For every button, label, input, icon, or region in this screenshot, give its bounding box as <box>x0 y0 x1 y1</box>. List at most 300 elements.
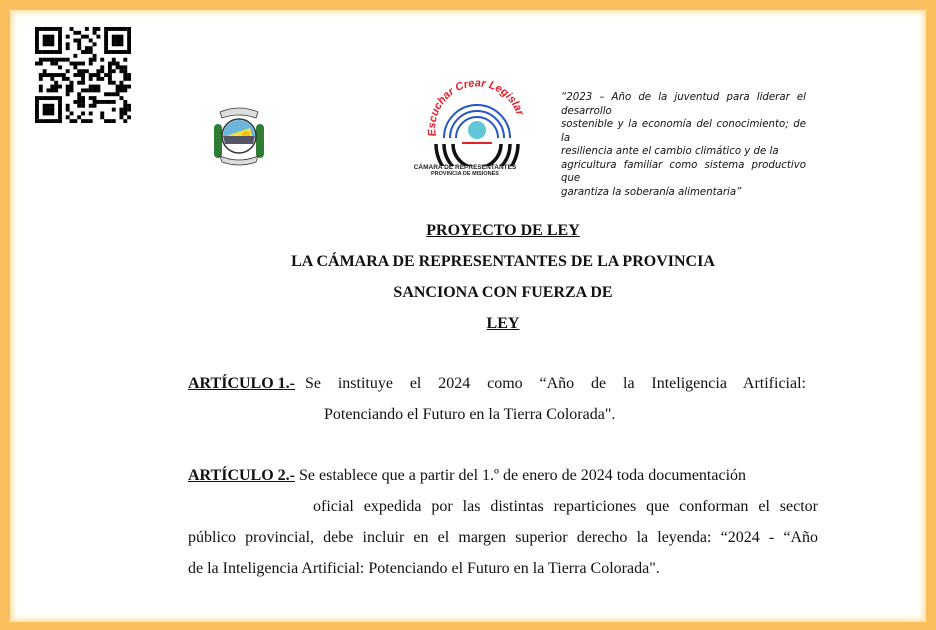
qr-module <box>116 62 120 66</box>
qr-module <box>73 54 77 58</box>
qr-module <box>119 65 123 69</box>
qr-module <box>119 111 123 115</box>
qr-module <box>58 27 62 31</box>
qr-module <box>104 119 108 123</box>
qr-module <box>66 46 70 50</box>
qr-module <box>108 50 112 54</box>
qr-module <box>43 111 47 115</box>
qr-module <box>66 115 70 119</box>
qr-module <box>62 58 66 62</box>
qr-module <box>85 27 89 31</box>
qr-module <box>77 73 81 77</box>
qr-module <box>108 92 112 96</box>
qr-module <box>123 69 127 73</box>
qr-module <box>39 50 43 54</box>
qr-module <box>70 27 74 31</box>
qr-module <box>43 58 47 62</box>
qr-module <box>89 46 93 50</box>
qr-code-icon <box>35 27 131 123</box>
qr-module <box>81 62 85 66</box>
qr-module <box>116 35 120 39</box>
qr-module <box>35 96 39 100</box>
qr-module <box>39 96 43 100</box>
qr-module <box>85 69 89 73</box>
year-lemma <box>561 91 806 199</box>
qr-module <box>127 27 131 31</box>
qr-module <box>58 108 62 112</box>
qr-module <box>96 73 100 77</box>
qr-module <box>50 85 54 89</box>
qr-module <box>104 35 108 39</box>
qr-module <box>77 42 81 46</box>
qr-module <box>47 108 51 112</box>
qr-module <box>54 58 58 62</box>
qr-module <box>123 50 127 54</box>
article-2-line: de la Inteligencia Artificial: Potenciando el Futuro en la Tierra Colorada". <box>188 560 660 577</box>
qr-module <box>70 85 74 89</box>
qr-module <box>81 88 85 92</box>
qr-module <box>108 73 112 77</box>
qr-module <box>43 39 47 43</box>
qr-module <box>47 73 51 77</box>
qr-module <box>123 104 127 108</box>
qr-module <box>66 92 70 96</box>
enacting-line-3: LEY <box>486 315 520 332</box>
qr-module <box>47 39 51 43</box>
qr-module <box>81 50 85 54</box>
qr-module <box>77 104 81 108</box>
qr-module <box>50 77 54 81</box>
qr-module <box>89 62 93 66</box>
qr-module <box>50 119 54 123</box>
qr-module <box>85 46 89 50</box>
qr-module <box>77 69 81 73</box>
qr-module <box>77 96 81 100</box>
qr-module <box>119 88 123 92</box>
qr-module <box>43 50 47 54</box>
qr-module <box>127 115 131 119</box>
qr-module <box>123 88 127 92</box>
enacting-line-2: SANCIONA CON FUERZA DE <box>393 284 613 301</box>
qr-module <box>70 119 74 123</box>
qr-module <box>93 42 97 46</box>
qr-module <box>89 77 93 81</box>
qr-module <box>93 85 97 89</box>
qr-module <box>119 81 123 85</box>
qr-module <box>43 119 47 123</box>
qr-module <box>100 77 104 81</box>
qr-module <box>70 88 74 92</box>
qr-module <box>93 54 97 58</box>
qr-module <box>58 115 62 119</box>
article-2-first-line <box>188 467 746 485</box>
qr-module <box>96 100 100 104</box>
qr-module <box>89 111 93 115</box>
qr-module <box>112 39 116 43</box>
qr-module <box>54 73 58 77</box>
article-1-line: Potenciando el Futuro en la Tierra Colorada". <box>324 406 616 423</box>
qr-module <box>123 77 127 81</box>
qr-module <box>66 104 70 108</box>
qr-module <box>85 50 89 54</box>
qr-module <box>112 27 116 31</box>
qr-module <box>39 58 43 62</box>
qr-module <box>119 85 123 89</box>
qr-module <box>73 31 77 35</box>
qr-module <box>112 92 116 96</box>
qr-module <box>81 104 85 108</box>
qr-module <box>123 58 127 62</box>
qr-module <box>58 96 62 100</box>
qr-module <box>104 46 108 50</box>
qr-module <box>116 42 120 46</box>
qr-module <box>104 50 108 54</box>
qr-module <box>89 50 93 54</box>
qr-module <box>54 62 58 66</box>
qr-module <box>43 42 47 46</box>
qr-module <box>77 115 81 119</box>
qr-module <box>112 42 116 46</box>
qr-module <box>81 73 85 77</box>
qr-module <box>39 119 43 123</box>
qr-module <box>43 108 47 112</box>
qr-module <box>35 50 39 54</box>
qr-module <box>127 73 131 77</box>
qr-module <box>100 111 104 115</box>
qr-module <box>50 58 54 62</box>
qr-module <box>108 119 112 123</box>
qr-module <box>62 77 66 81</box>
qr-module <box>81 69 85 73</box>
qr-module <box>50 108 54 112</box>
qr-module <box>116 85 120 89</box>
qr-module <box>50 62 54 66</box>
qr-module <box>58 46 62 50</box>
qr-module <box>39 27 43 31</box>
qr-module <box>54 50 58 54</box>
lemma-line: sostenible y la economía del conocimiento; de la <box>561 119 806 144</box>
qr-module <box>43 104 47 108</box>
qr-module <box>35 100 39 104</box>
svg-text:Escuchar Crear Legislar: Escuchar Crear Legislar <box>426 78 526 137</box>
qr-module <box>81 119 85 123</box>
qr-module <box>43 73 47 77</box>
qr-module <box>96 35 100 39</box>
qr-module <box>100 65 104 69</box>
article-2-line: Se establece que a partir del 1.º de enero de 2024 toda documentación <box>299 467 747 484</box>
qr-module <box>81 77 85 81</box>
qr-module <box>66 58 70 62</box>
qr-module <box>127 39 131 43</box>
qr-module <box>85 35 89 39</box>
qr-module <box>108 62 112 66</box>
qr-module <box>66 108 70 112</box>
qr-module <box>35 46 39 50</box>
qr-module <box>35 35 39 39</box>
qr-module <box>35 31 39 35</box>
qr-module <box>81 35 85 39</box>
qr-module <box>119 50 123 54</box>
document-title: PROYECTO DE LEY <box>426 222 580 239</box>
qr-module <box>96 27 100 31</box>
qr-module <box>73 39 77 43</box>
qr-module <box>89 119 93 123</box>
qr-module <box>50 73 54 77</box>
qr-module <box>47 111 51 115</box>
qr-module <box>47 88 51 92</box>
qr-module <box>54 96 58 100</box>
qr-module <box>96 88 100 92</box>
qr-module <box>43 69 47 73</box>
qr-module <box>93 96 97 100</box>
qr-module <box>93 58 97 62</box>
enacting-line-1: LA CÁMARA DE REPRESENTANTES DE LA PROVINCIA <box>291 253 715 270</box>
qr-module <box>119 115 123 119</box>
qr-module <box>47 58 51 62</box>
qr-module <box>89 39 93 43</box>
qr-module <box>54 81 58 85</box>
qr-module <box>43 35 47 39</box>
article-2-line: oficial expedida por las distintas reparticiones que conforman el sector <box>313 498 818 515</box>
qr-module <box>58 85 62 89</box>
qr-module <box>35 108 39 112</box>
qr-module <box>43 96 47 100</box>
qr-module <box>127 104 131 108</box>
qr-module <box>50 104 54 108</box>
qr-module <box>104 27 108 31</box>
qr-module <box>81 111 85 115</box>
qr-module <box>39 73 43 77</box>
article-2-line: público provincial, debe incluir en el margen superior derecho la leyenda: “2024 - “Año <box>188 529 818 546</box>
qr-module <box>116 92 120 96</box>
qr-module <box>35 119 39 123</box>
qr-module <box>108 69 112 73</box>
qr-module <box>104 42 108 46</box>
qr-module <box>47 42 51 46</box>
qr-module <box>112 62 116 66</box>
qr-module <box>93 100 97 104</box>
qr-module <box>112 119 116 123</box>
qr-module <box>96 77 100 81</box>
qr-module <box>96 69 100 73</box>
qr-module <box>54 27 58 31</box>
qr-module <box>112 81 116 85</box>
qr-module <box>77 100 81 104</box>
qr-module <box>58 58 62 62</box>
qr-module <box>119 108 123 112</box>
qr-module <box>104 31 108 35</box>
camara-logo-caption <box>400 164 530 177</box>
qr-module <box>70 81 74 85</box>
qr-module <box>58 65 62 69</box>
qr-module <box>73 65 77 69</box>
qr-module <box>70 111 74 115</box>
qr-module <box>108 27 112 31</box>
qr-module <box>112 58 116 62</box>
qr-module <box>116 27 120 31</box>
qr-module <box>77 62 81 66</box>
lemma-line: garantiza la soberanía alimentaria” <box>561 186 742 198</box>
qr-module <box>119 35 123 39</box>
qr-module <box>112 108 116 112</box>
qr-module <box>100 115 104 119</box>
qr-module <box>54 119 58 123</box>
qr-module <box>39 88 43 92</box>
qr-module <box>50 96 54 100</box>
qr-module <box>116 88 120 92</box>
qr-module <box>108 65 112 69</box>
qr-module <box>100 69 104 73</box>
qr-module <box>123 65 127 69</box>
qr-module <box>70 62 74 66</box>
qr-module <box>127 77 131 81</box>
qr-module <box>93 27 97 31</box>
qr-module <box>58 100 62 104</box>
qr-module <box>119 69 123 73</box>
qr-module <box>35 39 39 43</box>
qr-module <box>93 31 97 35</box>
qr-module <box>73 100 77 104</box>
qr-module <box>73 73 77 77</box>
qr-module <box>58 35 62 39</box>
qr-module <box>89 58 93 62</box>
qr-module <box>50 42 54 46</box>
qr-module <box>93 73 97 77</box>
qr-module <box>58 31 62 35</box>
qr-module <box>35 62 39 66</box>
qr-module <box>58 119 62 123</box>
qr-module <box>50 50 54 54</box>
qr-module <box>93 104 97 108</box>
qr-module <box>43 27 47 31</box>
qr-module <box>47 50 51 54</box>
lemma-line: “2023 – Año de la juventud para liderar el desarrollo <box>561 92 806 117</box>
qr-module <box>116 65 120 69</box>
qr-module <box>77 92 81 96</box>
qr-module <box>127 50 131 54</box>
qr-module <box>123 100 127 104</box>
camara-logo-icon <box>422 78 532 166</box>
qr-module <box>77 31 81 35</box>
qr-module <box>108 81 112 85</box>
qr-module <box>85 119 89 123</box>
qr-module <box>112 35 116 39</box>
qr-module <box>119 96 123 100</box>
qr-module <box>112 100 116 104</box>
qr-module <box>104 73 108 77</box>
qr-module <box>35 42 39 46</box>
qr-module <box>50 111 54 115</box>
qr-module <box>89 88 93 92</box>
qr-module <box>89 85 93 89</box>
qr-module <box>116 39 120 43</box>
qr-module <box>58 42 62 46</box>
qr-module <box>104 100 108 104</box>
qr-module <box>123 119 127 123</box>
qr-module <box>39 62 43 66</box>
qr-module <box>123 108 127 112</box>
logo-sub: PROVINCIA DE MISIONES <box>431 171 499 177</box>
qr-module <box>100 100 104 104</box>
qr-module <box>35 111 39 115</box>
qr-module <box>119 27 123 31</box>
logo-org: CÁMARA DE REPRESENTANTES <box>413 164 517 171</box>
qr-module <box>116 50 120 54</box>
qr-module <box>112 50 116 54</box>
qr-module <box>89 104 93 108</box>
qr-module <box>119 42 123 46</box>
qr-module <box>58 50 62 54</box>
qr-module <box>123 85 127 89</box>
qr-module <box>39 77 43 81</box>
article-1-line: Se instituye el 2024 como “Año de la Inteligencia Artificial: <box>305 375 806 392</box>
qr-module <box>50 35 54 39</box>
article-1-label: ARTÍCULO 1.- <box>188 375 295 392</box>
qr-module <box>35 115 39 119</box>
qr-module <box>85 88 89 92</box>
qr-module <box>50 88 54 92</box>
qr-module <box>62 73 66 77</box>
qr-module <box>58 39 62 43</box>
qr-module <box>89 73 93 77</box>
qr-module <box>112 69 116 73</box>
qr-module <box>66 85 70 89</box>
qr-module <box>73 119 77 123</box>
qr-module <box>81 100 85 104</box>
qr-module <box>89 96 93 100</box>
qr-module <box>127 46 131 50</box>
qr-module <box>108 77 112 81</box>
qr-module <box>123 73 127 77</box>
lemma-line: resiliencia ante el cambio climático y de la <box>561 146 779 157</box>
qr-module <box>66 77 70 81</box>
qr-module <box>119 39 123 43</box>
qr-module <box>58 73 62 77</box>
qr-module <box>93 88 97 92</box>
qr-module <box>108 100 112 104</box>
qr-module <box>47 96 51 100</box>
provincial-seal-icon <box>210 104 268 168</box>
qr-module <box>47 119 51 123</box>
qr-module <box>47 35 51 39</box>
lemma-line: agricultura familiar como sistema productivo que <box>561 159 806 184</box>
qr-module <box>127 31 131 35</box>
qr-module <box>58 111 62 115</box>
qr-module <box>35 27 39 31</box>
qr-module <box>54 88 58 92</box>
qr-module <box>54 85 58 89</box>
qr-module <box>104 39 108 43</box>
qr-module <box>66 69 70 73</box>
qr-module <box>104 92 108 96</box>
qr-module <box>123 111 127 115</box>
qr-module <box>73 62 77 66</box>
qr-module <box>96 85 100 89</box>
qr-module <box>127 108 131 112</box>
qr-module <box>100 58 104 62</box>
qr-module <box>127 42 131 46</box>
qr-module <box>77 81 81 85</box>
qr-module <box>66 42 70 46</box>
qr-module <box>81 81 85 85</box>
qr-module <box>123 27 127 31</box>
qr-module <box>66 88 70 92</box>
qr-module <box>35 104 39 108</box>
qr-module <box>77 39 81 43</box>
article-2-label: ARTÍCULO 2.- <box>188 467 295 484</box>
qr-module <box>66 35 70 39</box>
qr-module <box>127 85 131 89</box>
